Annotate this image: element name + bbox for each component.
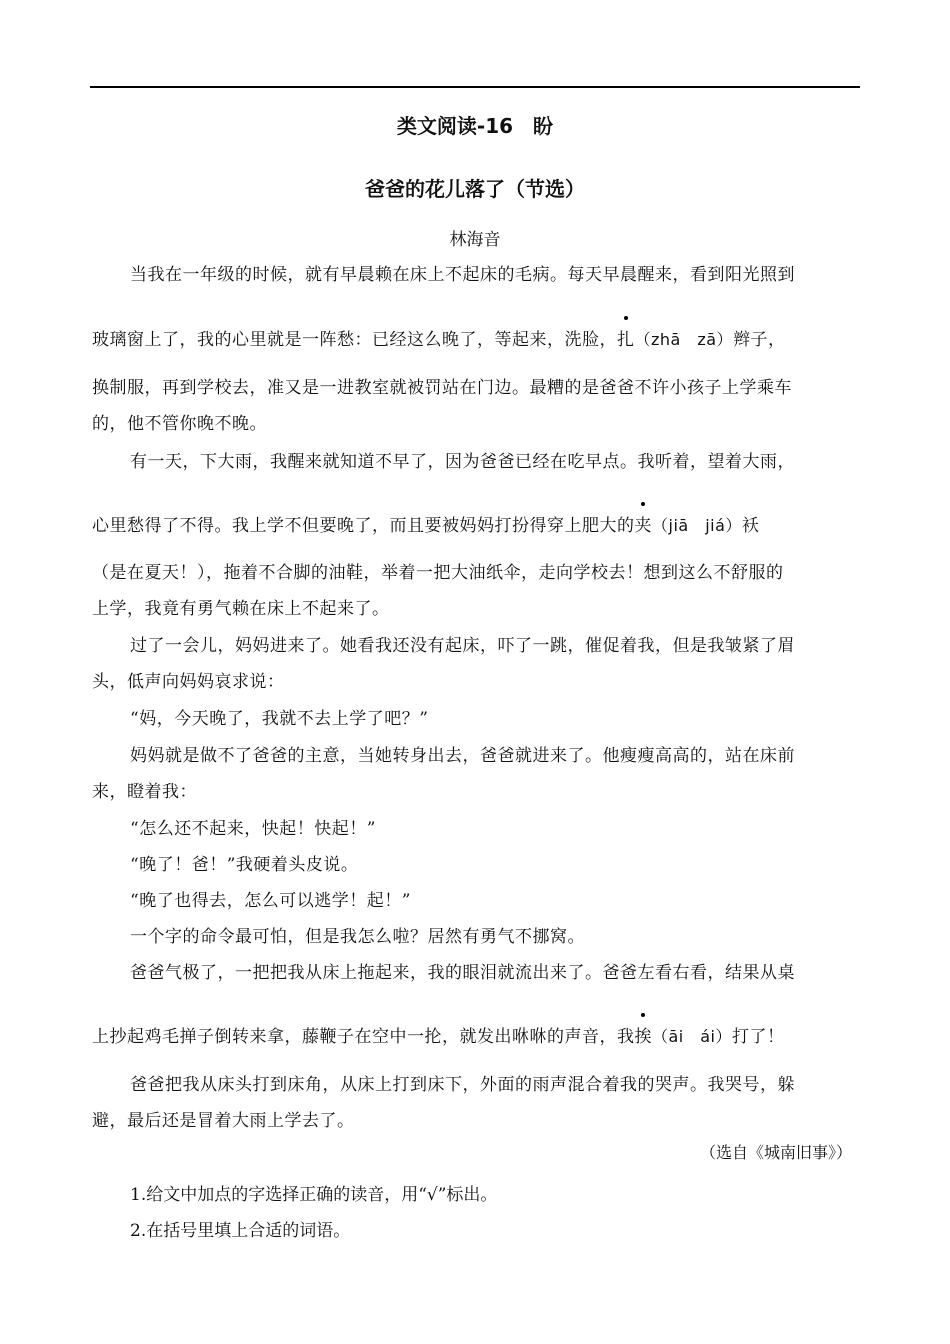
paragraph-line: 避，最后还是冒着大雨上学去了。 [92,1111,355,1131]
paragraph-line: 的，他不管你晚不晚。 [92,414,267,434]
dotted-char: 夹 [635,511,653,536]
paragraph-line: 心里愁得了不得。我上学不但要晚了，而且要被妈妈打扮得穿上肥大的夹（jiā jiá）袄 [92,511,759,536]
paragraph-line: 妈妈就是做不了爸爸的主意，当她转身出去，爸爸就进来了。他瘦瘦高高的，站在床前 [130,746,795,766]
pinyin-options: （āi ái） [652,1027,733,1046]
article-author: 林海音 [449,230,501,250]
source-note: （选自《城南旧事》） [699,1143,852,1162]
paragraph-line: 换制服，再到学校去，准又是一进教室就被罚站在门边。最糟的是爸爸不许小孩子上学乘车 [92,378,792,398]
paragraph-line: 上抄起鸡毛掸子倒转来拿，藤鞭子在空中一抡，就发出咻咻的声音，我挨（āi ái）打了！ [92,1022,785,1047]
dotted-char: 扎 [617,325,635,350]
paragraph-line: 头，低声向妈妈哀求说： [92,672,285,692]
paragraph-line: “晚了也得去，怎么可以逃学！起！” [130,891,411,911]
pinyin-options: （jiā jiá） [652,516,742,535]
section-header: 类文阅读-16 盼 [396,114,554,138]
pinyin-options: （zhā zā） [634,330,734,349]
paragraph-line: 上学，我竟有勇气赖在床上不起来了。 [92,599,390,619]
paragraph-line: 过了一会儿，妈妈进来了。她看我还没有起床，吓了一跳，催促着我，但是我皱紧了眉 [130,636,795,656]
paragraph-line: “怎么还不起来，快起！快起！” [130,819,376,839]
paragraph-line: 有一天，下大雨，我醒来就知道不早了，因为爸爸已经在吃早点。我听着，望着大雨， [130,452,795,472]
dotted-char: 挨 [635,1022,653,1047]
paragraph-line: “晚了！爸！”我硬着头皮说。 [130,855,359,875]
paragraph-line: 来，瞪着我： [92,782,197,802]
question-2: 2.在括号里填上合适的词语。 [130,1221,351,1241]
paragraph-line: “妈，今天晚了，我就不去上学了吧？” [130,709,429,729]
paragraph-line: 爸爸把我从床头打到床角，从床上打到床下，外面的雨声混合着我的哭声。我哭号，躲 [130,1075,795,1095]
paragraph-line: 爸爸气极了，一把把我从床上拖起来，我的眼泪就流出来了。爸爸左看右看，结果从桌 [130,963,795,983]
paragraph-line: 一个字的命令最可怕，但是我怎么啦？居然有勇气不挪窝。 [130,927,585,947]
article-title: 爸爸的花儿落了（节选） [365,177,585,201]
question-1: 1.给文中加点的字选择正确的读音，用“√”标出。 [130,1185,498,1205]
top-rule [90,86,860,88]
paragraph-line: 当我在一年级的时候，就有早晨赖在床上不起床的毛病。每天早晨醒来，看到阳光照到 [130,265,795,285]
paragraph-line: （是在夏天！），拖着不合脚的油鞋，举着一把大油纸伞，走向学校去！想到这么不舒服的 [92,563,784,583]
paragraph-line: 玻璃窗上了，我的心里就是一阵愁：已经这么晚了，等起来，洗脸，扎（zhā zā）辫子， [92,325,786,350]
